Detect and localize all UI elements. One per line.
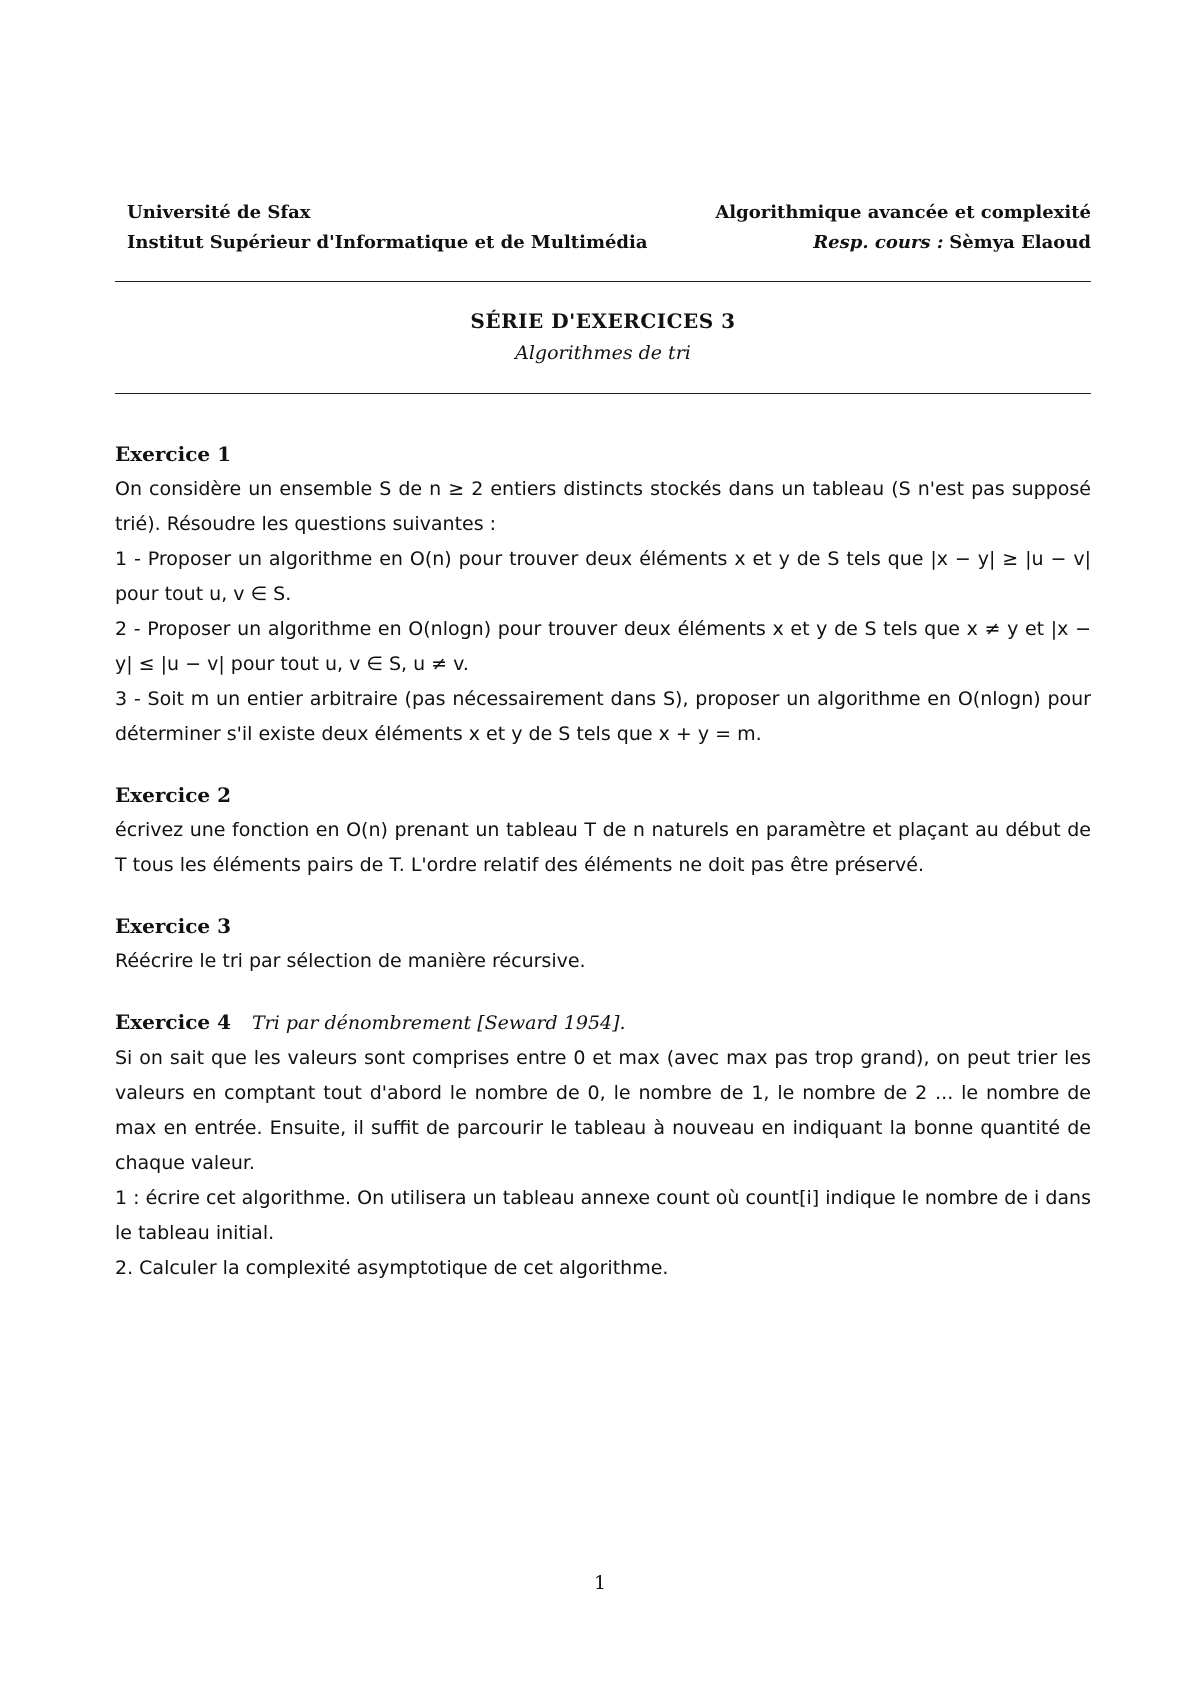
- exercise-line: 2. Calculer la complexité asymptotique de cet algorithme.: [115, 1257, 669, 1279]
- exercise-4: [115, 1004, 1091, 1286]
- institute-name: Institut Supérieur d'Informatique et de Multimédia: [127, 232, 648, 253]
- exercise-3: [115, 908, 1091, 979]
- exercise-line: On considère un ensemble S de n ≥ 2 entiers distincts stockés dans un tableau (S n'est pas supposé trié). Résoudre les questions suivantes :: [115, 478, 1091, 535]
- exercise-2: [115, 777, 1091, 883]
- header-row-1: [127, 198, 1091, 228]
- series-subtitle: Algorithmes de tri: [515, 342, 691, 364]
- spacer: [115, 979, 1091, 1004]
- bottom-divider: [115, 393, 1091, 394]
- responsible-label: Resp. cours :: [813, 232, 944, 253]
- exercise-title-row: [115, 1004, 1091, 1041]
- exercise-line: Réécrire le tri par sélection de manière récursive.: [115, 950, 586, 972]
- exercise-subtitle: Tri par dénombrement [Seward 1954].: [251, 1012, 626, 1034]
- series-title: SÉRIE D'EXERCICES 3: [470, 309, 736, 333]
- course-responsible: [813, 228, 1091, 258]
- exercise-line: 1 - Proposer un algorithme en O(n) pour trouver deux éléments x et y de S tels que |x − y| ≥ |u − v| pour tout u, v ∈ S.: [115, 548, 1091, 605]
- page-number: 1: [593, 1572, 607, 1594]
- header-row-2: [127, 228, 1091, 258]
- spacer: [115, 752, 1091, 777]
- exercise-title: Exercice 4: [115, 1010, 231, 1034]
- exercise-line: 1 : écrire cet algorithme. On utilisera un tableau annexe count où count[i] indique le nombre de i dans le tableau initial.: [115, 1187, 1091, 1244]
- exercise-line: 3 - Soit m un entier arbitraire (pas nécessairement dans S), proposer un algorithme en O(nlogn) pour déterminer s'il existe deux éléments x et y de S tels que x + y = m.: [115, 688, 1091, 745]
- exercise-title: Exercice 1: [115, 442, 231, 466]
- series-heading: [115, 306, 1091, 370]
- exercise-title: Exercice 3: [115, 914, 231, 938]
- exercise-1: [115, 436, 1091, 752]
- exercise-title: Exercice 2: [115, 783, 231, 807]
- spacer: [115, 883, 1091, 908]
- exercise-line: 2 - Proposer un algorithme en O(nlogn) pour trouver deux éléments x et y de S tels que x ≠ y et |x − y| ≤ |u − v| pour tout u, v ∈ S, u ≠ v.: [115, 618, 1091, 675]
- course-name: Algorithmique avancée et complexité: [715, 202, 1091, 223]
- exercise-line: écrivez une fonction en O(n) prenant un tableau T de n naturels en paramètre et plaçant au début de T tous les éléments pairs de T. L'ordre relatif des éléments ne doit pas être préservé.: [115, 819, 1091, 876]
- responsible-name: Sèmya Elaoud: [949, 232, 1091, 253]
- exercise-list: [115, 436, 1091, 1286]
- top-divider: [115, 281, 1091, 282]
- university-name: Université de Sfax: [127, 202, 311, 223]
- exercise-line: Si on sait que les valeurs sont comprises entre 0 et max (avec max pas trop grand), on peut trier les valeurs en comptant tout d'abord le nombre de 0, le nombre de 1, le nombre de 2 ... le nombre de max en entrée. Ensuite, il suffit de parcourir le tableau à nouveau en indiquant la bonne quantité de chaque valeur.: [115, 1047, 1091, 1174]
- page-header: [127, 198, 1091, 258]
